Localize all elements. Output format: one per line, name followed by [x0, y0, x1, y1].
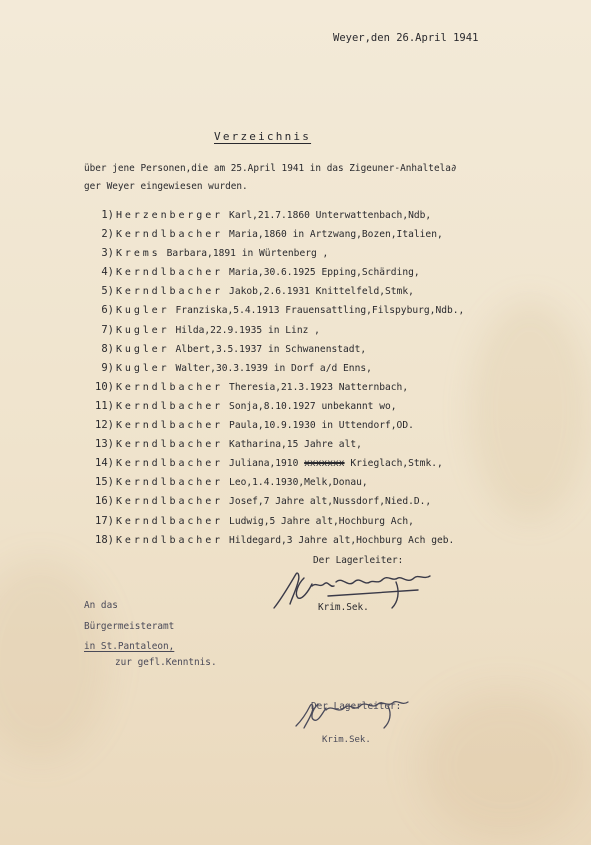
entry-details: Franziska,5.4.1913 Frauensattling,Filspyburg,Ndb.,	[175, 305, 465, 317]
entry-number: 11)	[95, 399, 114, 412]
list-item	[84, 378, 464, 397]
handwritten-signature-copy	[292, 694, 432, 734]
list-item	[84, 512, 464, 531]
entry-details: Maria,1860 in Artzwang,Bozen,Italien,	[229, 229, 443, 241]
struck-text: xxxxxxx	[304, 458, 345, 470]
entry-details: Theresia,21.3.1923 Natternbach,	[229, 381, 409, 393]
entry-surname: Kerndlbacher	[116, 229, 224, 241]
entry-details: Barbara,1891 in Würtenberg ,	[166, 248, 329, 260]
entry-details: Ludwig,5 Jahre alt,Hochburg Ach,	[229, 515, 414, 527]
entry-details: Maria,30.6.1925 Epping,Schärding,	[229, 267, 420, 279]
entry-number: 13)	[95, 438, 114, 451]
address-line-2: Bürgermeisteramt	[84, 621, 175, 632]
entry-surname: Kugler	[116, 324, 170, 336]
person-list	[84, 206, 464, 550]
entry-details: Sonja,8.10.1927 unbekannt wo,	[229, 400, 397, 412]
entry-number: 5)	[101, 285, 114, 298]
entry-number: 17)	[95, 514, 114, 527]
signature-rank: Krim.Sek.	[318, 602, 369, 613]
entry-number: 8)	[101, 342, 114, 355]
entry-details: Leo,1.4.1930,Melk,Donau,	[229, 477, 368, 489]
intro-line-1: über jene Personen,die am 25.April 1941 in das Zigeuner-Anhaltela∂	[84, 163, 457, 174]
entry-details: Juliana,1910	[229, 458, 299, 470]
entry-number: 7)	[101, 323, 114, 336]
entry-number: 2)	[101, 228, 114, 241]
list-item	[84, 206, 464, 225]
entry-number: 6)	[101, 304, 114, 317]
entry-surname: Kerndlbacher	[116, 420, 224, 432]
entry-number: 16)	[95, 495, 114, 508]
signature-label-copy: Der Lagerleiter:	[311, 701, 402, 712]
entry-surname: Kerndlbacher	[116, 286, 224, 298]
entry-surname: Kerndlbacher	[116, 515, 224, 527]
entry-number: 18)	[95, 533, 114, 546]
entry-number: 3)	[101, 247, 114, 260]
entry-details: Karl,21.7.1860 Unterwattenbach,Ndb,	[229, 210, 432, 221]
list-item	[84, 492, 464, 511]
entry-details: Paula,10.9.1930 in Uttendorf,OD.	[229, 420, 414, 432]
list-item	[84, 454, 464, 473]
entry-surname: Herzenberger	[116, 210, 224, 221]
list-item	[84, 397, 464, 416]
signature-rank-copy: Krim.Sek.	[322, 735, 371, 745]
intro-line-2: ger Weyer eingewiesen wurden.	[84, 181, 248, 192]
list-item	[84, 435, 464, 454]
entry-details: Josef,7 Jahre alt,Nussdorf,Nied.D.,	[229, 496, 432, 508]
entry-surname: Kerndlbacher	[116, 496, 224, 508]
entry-surname: Krems	[116, 248, 161, 260]
entry-details: Albert,3.5.1937 in Schwanenstadt,	[175, 343, 367, 355]
address-line-1: An das	[84, 600, 118, 611]
entry-details: Katharina,15 Jahre alt,	[229, 439, 362, 451]
entry-number: 4)	[101, 266, 114, 279]
entry-surname: Kugler	[116, 343, 170, 355]
list-item	[84, 473, 464, 492]
list-item	[84, 282, 464, 301]
list-item	[84, 244, 464, 263]
date-line: Weyer,den 26.April 1941	[333, 32, 479, 44]
document-heading: Verzeichnis	[214, 130, 312, 143]
entry-details: Walter,30.3.1939 in Dorf a/d Enns,	[175, 362, 372, 374]
entry-details: Hildegard,3 Jahre alt,Hochburg Ach geb.	[229, 534, 455, 546]
list-item	[84, 321, 464, 340]
entry-surname: Kerndlbacher	[116, 400, 224, 412]
list-item	[84, 359, 464, 378]
list-item	[84, 531, 464, 550]
entry-number: 12)	[95, 419, 114, 432]
entry-surname: Kerndlbacher	[116, 458, 224, 470]
entry-surname: Kugler	[116, 362, 170, 374]
list-item	[84, 263, 464, 282]
entry-surname: Kerndlbacher	[116, 534, 224, 546]
entry-number: 10)	[95, 380, 114, 393]
entry-number: 1)	[101, 209, 114, 221]
entry-surname: Kerndlbacher	[116, 477, 224, 489]
address-line-4: zur gefl.Kenntnis.	[115, 657, 217, 668]
entry-surname: Kugler	[116, 305, 170, 317]
address-line-3: in St.Pantaleon,	[84, 641, 175, 652]
entry-surname: Kerndlbacher	[116, 439, 224, 451]
list-item	[84, 225, 464, 244]
entry-number: 9)	[101, 361, 114, 374]
entry-number: 15)	[95, 476, 114, 489]
entry-surname: Kerndlbacher	[116, 381, 224, 393]
entry-number: 14)	[95, 457, 114, 470]
entry-details: Hilda,22.9.1935 in Linz ,	[175, 324, 320, 336]
signature-label: Der Lagerleiter:	[313, 555, 404, 566]
entry-surname: Kerndlbacher	[116, 267, 224, 279]
list-item	[84, 340, 464, 359]
list-item	[84, 301, 464, 320]
list-item	[84, 416, 464, 435]
entry-details: Jakob,2.6.1931 Knittelfeld,Stmk,	[229, 286, 414, 298]
entry-details-after: Krieglach,Stmk.,	[350, 458, 443, 470]
